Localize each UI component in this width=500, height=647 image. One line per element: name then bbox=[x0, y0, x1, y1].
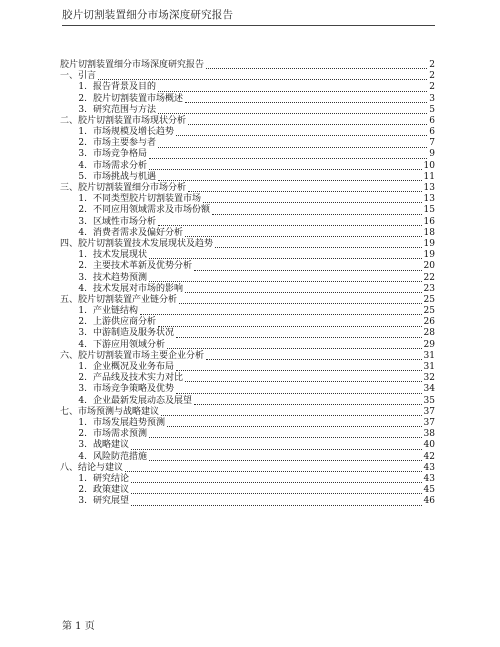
toc-entry[interactable] bbox=[60, 250, 435, 261]
toc-page-number: 42 bbox=[423, 451, 435, 462]
toc-page-number: 2 bbox=[429, 82, 435, 93]
toc-entry[interactable] bbox=[60, 418, 435, 429]
toc-page-number: 13 bbox=[423, 183, 435, 194]
toc-entry[interactable] bbox=[60, 396, 435, 407]
toc-entry[interactable] bbox=[60, 205, 435, 216]
dot-leader bbox=[98, 79, 427, 80]
toc-entry[interactable] bbox=[60, 94, 435, 105]
toc-entry-number: 3. bbox=[78, 496, 87, 507]
dot-leader bbox=[194, 404, 422, 405]
toc-page-number: 31 bbox=[423, 350, 435, 361]
toc-entry-number: 2. bbox=[78, 317, 87, 328]
toc-entry-text: 主要技术革新及优势分析 bbox=[93, 261, 193, 272]
toc-entry[interactable] bbox=[60, 429, 435, 440]
toc-entry-number: 1. bbox=[78, 250, 87, 261]
toc-entry-text: 产业链结构 bbox=[93, 306, 139, 317]
dot-leader bbox=[176, 370, 422, 371]
toc-page-number: 46 bbox=[423, 496, 435, 507]
dot-leader bbox=[206, 68, 427, 69]
toc-page-number: 43 bbox=[423, 462, 435, 473]
toc-entry-number: 4. bbox=[78, 227, 87, 238]
toc-page-number: 10 bbox=[423, 160, 435, 171]
toc-entry-text: 市场规模及增长趋势 bbox=[93, 127, 175, 138]
toc-entry-text: 六、胶片切割装置市场主要企业分析 bbox=[60, 350, 205, 361]
toc-entry-number: 1. bbox=[78, 194, 87, 205]
toc-entry-number: 2. bbox=[78, 205, 87, 216]
toc-entry-number: 3. bbox=[78, 328, 87, 339]
toc-entry-number: 4. bbox=[78, 451, 87, 462]
toc-entry-number: 4. bbox=[78, 283, 87, 294]
toc-entry-text: 四、胶片切割装置技术发展现状及趋势 bbox=[60, 238, 214, 249]
dot-leader bbox=[179, 303, 422, 304]
toc-entry-number: 2. bbox=[78, 373, 87, 384]
dot-leader bbox=[149, 460, 422, 461]
toc-entry-text: 胶片切割装置市场概述 bbox=[93, 93, 184, 104]
toc-entry-number: 3. bbox=[78, 440, 87, 451]
toc-entry-text: 一、引言 bbox=[60, 71, 97, 82]
toc-page-number: 16 bbox=[423, 216, 435, 227]
toc-entry-text: 市场需求预测 bbox=[93, 429, 148, 440]
dot-leader bbox=[206, 359, 422, 360]
toc-section[interactable] bbox=[60, 183, 435, 194]
toc-entry-text: 不同类型胶片切割装置市场 bbox=[93, 194, 202, 205]
toc-page-number: 32 bbox=[423, 373, 435, 384]
toc-entry-text: 市场竞争策略及优势 bbox=[93, 384, 175, 395]
dot-leader bbox=[131, 493, 422, 494]
toc-entry-number: 4. bbox=[78, 395, 87, 406]
toc-entry-text: 区域性市场分析 bbox=[93, 216, 157, 227]
toc-entry-text: 中游制造及服务状况 bbox=[93, 328, 175, 339]
toc-entry[interactable] bbox=[60, 384, 435, 395]
toc-entry-text: 研究范围与方法 bbox=[93, 104, 157, 115]
dot-leader bbox=[185, 102, 427, 103]
toc-entry[interactable] bbox=[60, 496, 435, 507]
toc-entry-number: 1. bbox=[78, 362, 87, 373]
toc-entry-number: 3. bbox=[78, 216, 87, 227]
toc-entry-number: 3. bbox=[78, 384, 87, 395]
toc-entry-text: 技术发展现状 bbox=[93, 250, 148, 261]
toc-entry-text: 二、胶片切割装置市场现状分析 bbox=[60, 115, 187, 126]
dot-leader bbox=[125, 471, 422, 472]
toc-entry[interactable] bbox=[60, 228, 435, 239]
toc-page-number: 13 bbox=[423, 194, 435, 205]
dot-leader bbox=[158, 326, 422, 327]
toc-page-number: 2 bbox=[429, 71, 435, 82]
page-number-footer: 第 1 页 bbox=[62, 621, 95, 632]
toc-entry[interactable] bbox=[60, 317, 435, 328]
toc-entry-text: 风险防范措施 bbox=[93, 451, 148, 462]
toc-entry-text: 企业最新发展动态及展望 bbox=[93, 395, 193, 406]
dot-leader bbox=[188, 124, 427, 125]
dot-leader bbox=[215, 247, 422, 248]
toc-section[interactable] bbox=[60, 407, 435, 418]
toc-entry-text: 报告背景及目的 bbox=[93, 82, 157, 93]
toc-entry-text: 技术发展对市场的影响 bbox=[93, 283, 184, 294]
toc-entry-text: 不同应用领域需求及市场份额 bbox=[93, 205, 211, 216]
toc-page-number: 28 bbox=[423, 328, 435, 339]
toc-page-number: 20 bbox=[423, 261, 435, 272]
toc-entry[interactable] bbox=[60, 172, 435, 183]
toc-section[interactable] bbox=[60, 239, 435, 250]
toc-entry[interactable] bbox=[60, 194, 435, 205]
toc-entry-number: 1. bbox=[78, 417, 87, 428]
toc-page-number: 37 bbox=[423, 417, 435, 428]
toc-entry-number: 1. bbox=[78, 473, 87, 484]
toc-page-number: 11 bbox=[423, 171, 435, 182]
toc-entry[interactable] bbox=[60, 261, 435, 272]
toc-entry-text: 三、胶片切割装置细分市场分析 bbox=[60, 183, 187, 194]
toc-entry-text: 市场竞争格局 bbox=[93, 149, 148, 160]
toc-entry[interactable] bbox=[60, 161, 435, 172]
toc-page-number: 6 bbox=[429, 115, 435, 126]
dot-leader bbox=[131, 482, 422, 483]
toc-entry-text: 市场发展趋势预测 bbox=[93, 417, 166, 428]
toc-section[interactable] bbox=[60, 463, 435, 474]
toc-entry-text: 研究结论 bbox=[93, 473, 130, 484]
dot-leader bbox=[176, 393, 422, 394]
dot-leader bbox=[158, 147, 427, 148]
running-header: 胶片切割装置细分市场深度研究报告 bbox=[62, 9, 234, 21]
toc-entry-text: 七、市场预测与战略建议 bbox=[60, 406, 160, 417]
toc-entry-text: 研究展望 bbox=[93, 496, 130, 507]
toc-page-number: 25 bbox=[423, 306, 435, 317]
toc-entry[interactable] bbox=[60, 440, 435, 451]
toc-entry-text: 市场挑战与机遇 bbox=[93, 171, 157, 182]
toc-entry[interactable] bbox=[60, 284, 435, 295]
toc-page-number: 43 bbox=[423, 473, 435, 484]
dot-leader bbox=[149, 281, 422, 282]
toc-entry-text: 胶片切割装置细分市场深度研究报告 bbox=[60, 59, 205, 70]
toc-entry-number: 3. bbox=[78, 104, 87, 115]
toc-entry-number: 2. bbox=[78, 485, 87, 496]
toc-entry-number: 4. bbox=[78, 339, 87, 350]
toc-entry-number: 2. bbox=[78, 261, 87, 272]
toc-entry-number: 3. bbox=[78, 272, 87, 283]
toc-entry-text: 下游应用领域分析 bbox=[93, 339, 166, 350]
toc-page-number: 2 bbox=[429, 59, 435, 70]
toc-entry-text: 市场主要参与者 bbox=[93, 138, 157, 149]
toc-entry[interactable] bbox=[60, 329, 435, 340]
toc-section[interactable] bbox=[60, 295, 435, 306]
toc-page-number: 38 bbox=[423, 429, 435, 440]
toc-page-number: 26 bbox=[423, 317, 435, 328]
toc-entry[interactable] bbox=[60, 452, 435, 463]
toc-entry[interactable] bbox=[60, 306, 435, 317]
toc-page-number: 3 bbox=[429, 93, 435, 104]
dot-leader bbox=[176, 337, 422, 338]
dot-leader bbox=[185, 381, 422, 382]
dot-leader bbox=[185, 292, 422, 293]
toc-entry[interactable] bbox=[60, 127, 435, 138]
toc-entry-number: 4. bbox=[78, 160, 87, 171]
toc-entry[interactable] bbox=[60, 138, 435, 149]
toc-entry-text: 战略建议 bbox=[93, 440, 130, 451]
toc-entry-text: 产品线及技术实力对比 bbox=[93, 373, 184, 384]
header-rule bbox=[62, 25, 435, 26]
dot-leader bbox=[140, 314, 422, 315]
toc-page-number: 19 bbox=[423, 238, 435, 249]
dot-leader bbox=[131, 449, 422, 450]
toc-page-number: 19 bbox=[423, 250, 435, 261]
toc-entry[interactable] bbox=[60, 474, 435, 485]
dot-leader bbox=[167, 426, 422, 427]
dot-leader bbox=[167, 348, 422, 349]
toc-entry-number: 5. bbox=[78, 171, 87, 182]
dot-leader bbox=[149, 258, 422, 259]
toc-entry[interactable] bbox=[60, 150, 435, 161]
toc-entry-text: 上游供应商分析 bbox=[93, 317, 157, 328]
toc-page-number: 45 bbox=[423, 485, 435, 496]
toc-page-number: 31 bbox=[423, 362, 435, 373]
toc-entry-number: 1. bbox=[78, 306, 87, 317]
toc-page-number: 35 bbox=[423, 395, 435, 406]
toc-page-number: 5 bbox=[429, 104, 435, 115]
dot-leader bbox=[161, 415, 422, 416]
toc-entry[interactable] bbox=[60, 217, 435, 228]
toc-entry[interactable] bbox=[60, 82, 435, 93]
toc-page-number: 34 bbox=[423, 384, 435, 395]
toc-entry-number: 1. bbox=[78, 127, 87, 138]
dot-leader bbox=[149, 437, 422, 438]
dot-leader bbox=[212, 214, 422, 215]
dot-leader bbox=[158, 180, 422, 181]
dot-leader bbox=[149, 158, 427, 159]
dot-leader bbox=[188, 191, 422, 192]
toc-entry[interactable] bbox=[60, 340, 435, 351]
dot-leader bbox=[176, 135, 427, 136]
dot-leader bbox=[194, 270, 422, 271]
toc-section[interactable] bbox=[60, 351, 435, 362]
toc-page-number: 25 bbox=[423, 294, 435, 305]
toc-page-number: 37 bbox=[423, 406, 435, 417]
dot-leader bbox=[158, 225, 422, 226]
toc-page-number: 40 bbox=[423, 440, 435, 451]
toc-section[interactable] bbox=[60, 71, 435, 82]
toc-entry-text: 政策建议 bbox=[93, 485, 130, 496]
dot-leader bbox=[185, 236, 422, 237]
toc-entry[interactable] bbox=[60, 105, 435, 116]
toc-entry-text: 消费者需求及偏好分析 bbox=[93, 227, 184, 238]
toc-entry-text: 市场需求分析 bbox=[93, 160, 148, 171]
dot-leader bbox=[158, 91, 427, 92]
toc-entry-number: 2. bbox=[78, 429, 87, 440]
toc-entry-number: 3. bbox=[78, 149, 87, 160]
toc-entry-text: 企业概况及业务布局 bbox=[93, 362, 175, 373]
toc-entry[interactable] bbox=[60, 373, 435, 384]
toc-section[interactable] bbox=[60, 116, 435, 127]
dot-leader bbox=[158, 113, 427, 114]
toc-page-number: 6 bbox=[429, 127, 435, 138]
toc-entry-number: 1. bbox=[78, 82, 87, 93]
dot-leader bbox=[131, 505, 422, 506]
toc-page-number: 7 bbox=[429, 138, 435, 149]
dot-leader bbox=[203, 202, 422, 203]
dot-leader bbox=[149, 169, 422, 170]
toc-page-number: 22 bbox=[423, 272, 435, 283]
toc-page-number: 29 bbox=[423, 339, 435, 350]
toc-title-entry[interactable] bbox=[60, 60, 435, 71]
toc-page-number: 15 bbox=[423, 205, 435, 216]
toc-entry-number: 2. bbox=[78, 93, 87, 104]
toc-page-number: 18 bbox=[423, 227, 435, 238]
toc-page-number: 23 bbox=[423, 283, 435, 294]
toc-entry-number: 2. bbox=[78, 138, 87, 149]
toc-entry[interactable] bbox=[60, 485, 435, 496]
toc-entry-text: 技术趋势预测 bbox=[93, 272, 148, 283]
toc-entry[interactable] bbox=[60, 362, 435, 373]
toc-entry-text: 五、胶片切割装置产业链分析 bbox=[60, 294, 178, 305]
toc-entry-text: 八、结论与建议 bbox=[60, 462, 124, 473]
toc-entry[interactable] bbox=[60, 273, 435, 284]
toc-page-number: 9 bbox=[429, 149, 435, 160]
table-of-contents bbox=[60, 60, 435, 508]
